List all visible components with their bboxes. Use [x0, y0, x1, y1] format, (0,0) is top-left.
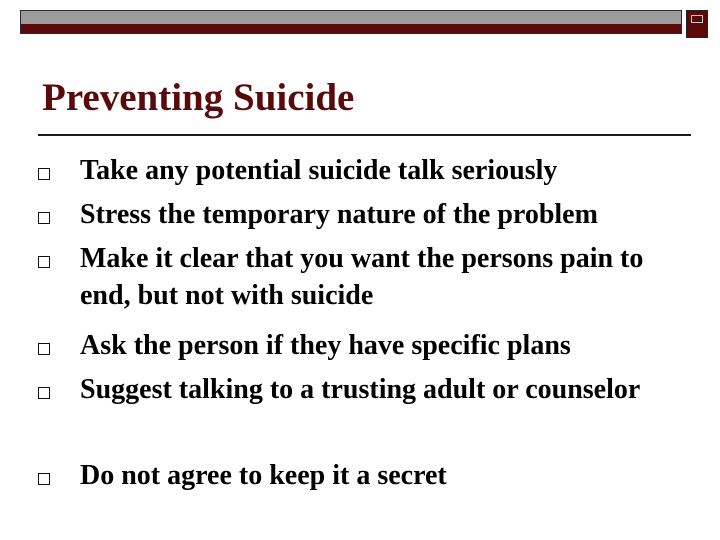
bullet-text: Suggest talking to a trusting adult or counselor: [80, 374, 641, 405]
top-band-accent-line: [21, 24, 681, 33]
bullet-text: Stress the temporary nature of the problem: [80, 199, 598, 230]
corner-square-decoration: [686, 10, 708, 38]
title-divider: [38, 134, 691, 136]
hollow-square-bullet-icon: [38, 168, 50, 180]
hollow-square-bullet-icon: [38, 343, 50, 355]
hollow-square-bullet-icon: [38, 473, 50, 485]
bullet-text: Do not agree to keep it a secret: [80, 460, 447, 491]
hollow-square-bullet-icon: [38, 256, 50, 268]
hollow-square-bullet-icon: [38, 387, 50, 399]
hollow-square-bullet-icon: [38, 212, 50, 224]
slide-title: Preventing Suicide: [42, 76, 355, 119]
bullet-text: Ask the person if they have specific plans: [80, 330, 571, 361]
bullet-text: Take any potential suicide talk seriously: [80, 155, 558, 186]
bullet-text: Make it clear that you want the persons pain to end, but not with suicide: [80, 243, 644, 311]
top-decorative-band: [20, 10, 682, 34]
